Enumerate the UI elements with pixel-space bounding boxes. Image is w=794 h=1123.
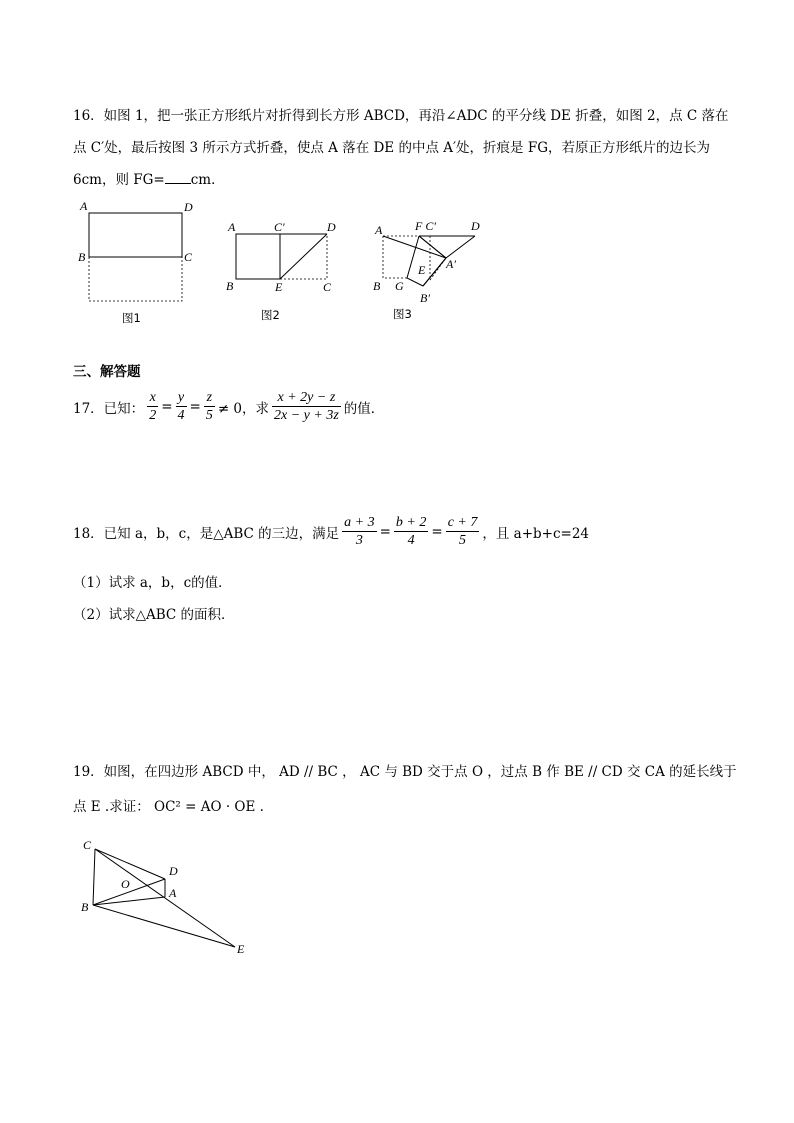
q16-line2: 点 C′处，最后按图 3 所示方式折叠，使点 A 落在 DE 的中点 A′处，折痕是 FG，若原正方形纸片的边长为 bbox=[73, 140, 710, 156]
q16-line3 bbox=[73, 168, 225, 188]
fig2-label-E: E bbox=[275, 280, 283, 294]
fig1-label-C: C bbox=[184, 250, 193, 264]
q16-line3-start: 6cm，则 FG= bbox=[73, 172, 165, 188]
answer-blank bbox=[165, 171, 191, 184]
fig1-label-D: D bbox=[184, 200, 193, 214]
q17-ne0: ≠ 0，求 bbox=[217, 400, 270, 417]
figure-1 bbox=[78, 199, 193, 325]
q19-label-C: C bbox=[83, 838, 92, 852]
fig2-label-Cprime: C′ bbox=[274, 220, 285, 234]
equals-sign: = bbox=[379, 523, 391, 540]
q17-suffix: 的值． bbox=[343, 400, 385, 417]
figure-3 bbox=[373, 219, 480, 321]
q17-frac-y: $\frac{y}{4}$ bbox=[177, 390, 185, 423]
fig3-caption: 图3 bbox=[393, 307, 412, 321]
fig3-label-B: B bbox=[373, 279, 381, 293]
q17-frac-x: $\frac{x}{2}$ bbox=[149, 390, 157, 423]
q19-line2: 点 E .求证： OC² = AO · OE . bbox=[73, 799, 264, 815]
q18-frac-c: $\frac{c + 7}{5}$ bbox=[447, 515, 478, 548]
section-heading: 三、解答题 bbox=[73, 364, 141, 380]
q19-figure bbox=[75, 835, 265, 965]
fig3-label-Aprime: A′ bbox=[446, 257, 456, 271]
q17 bbox=[73, 389, 384, 424]
fig1-caption: 图1 bbox=[122, 311, 141, 325]
fig3-label-G: G bbox=[395, 279, 404, 293]
q18-frac-a: $\frac{a + 3}{3}$ bbox=[344, 515, 375, 548]
fig2-label-A: A bbox=[228, 220, 236, 234]
q19-label-A: A bbox=[169, 886, 177, 900]
q16-figures bbox=[70, 198, 520, 328]
equals-sign: = bbox=[189, 398, 201, 415]
q19-label-D: D bbox=[169, 864, 178, 878]
q18-sub2: （2）试求△ABC 的面积． bbox=[73, 607, 235, 623]
q18-sub1: （1）试求 a，b，c的值． bbox=[73, 575, 232, 591]
equals-sign: = bbox=[161, 398, 173, 415]
fig2-caption: 图2 bbox=[261, 308, 280, 322]
equals-sign: = bbox=[431, 523, 443, 540]
fig3-label-D: D bbox=[471, 219, 480, 233]
q17-frac-z: $\frac{z}{5}$ bbox=[205, 390, 213, 423]
fig3-label-E: E bbox=[418, 263, 426, 277]
q18 bbox=[73, 514, 589, 549]
fig1-label-B: B bbox=[78, 250, 86, 264]
q19-label-O: O bbox=[121, 877, 130, 891]
q18-frac-b: $\frac{b + 2}{4}$ bbox=[395, 515, 427, 548]
q18-suffix: ，且 a+b+c=24 bbox=[482, 525, 590, 542]
fig2-label-D: D bbox=[327, 220, 336, 234]
q16-line3-end: cm． bbox=[190, 172, 225, 188]
fig2-label-B: B bbox=[226, 279, 234, 293]
q16-line1: 16．如图 1，把一张正方形纸片对折得到长方形 ABCD，再沿∠ADC 的平分线 DE 折叠，如图 2，点 C 落在 bbox=[73, 108, 729, 124]
q17-frac-expression: $\frac{x + 2y - z}{2x - y + 3z}$ bbox=[274, 390, 339, 423]
fig2-label-C: C bbox=[323, 280, 332, 294]
q18-prefix: 18．已知 a，b，c，是△ABC 的三边，满足 bbox=[73, 525, 340, 542]
q19-label-E: E bbox=[237, 942, 245, 956]
q19-line1: 19．如图，在四边形 ABCD 中， AD // BC ， AC 与 BD 交于点 O ，过点 B 作 BE // CD 交 CA 的延长线于 bbox=[73, 764, 737, 780]
fig3-label-F-Cprime: F C′ bbox=[415, 219, 436, 233]
figure-2 bbox=[226, 220, 336, 322]
q17-prefix: 17．已知： bbox=[73, 400, 145, 417]
fig3-label-A: A bbox=[375, 223, 383, 237]
fig1-label-A: A bbox=[80, 199, 88, 213]
q19-label-B: B bbox=[81, 900, 89, 914]
fig3-label-Bprime: B′ bbox=[420, 291, 430, 305]
